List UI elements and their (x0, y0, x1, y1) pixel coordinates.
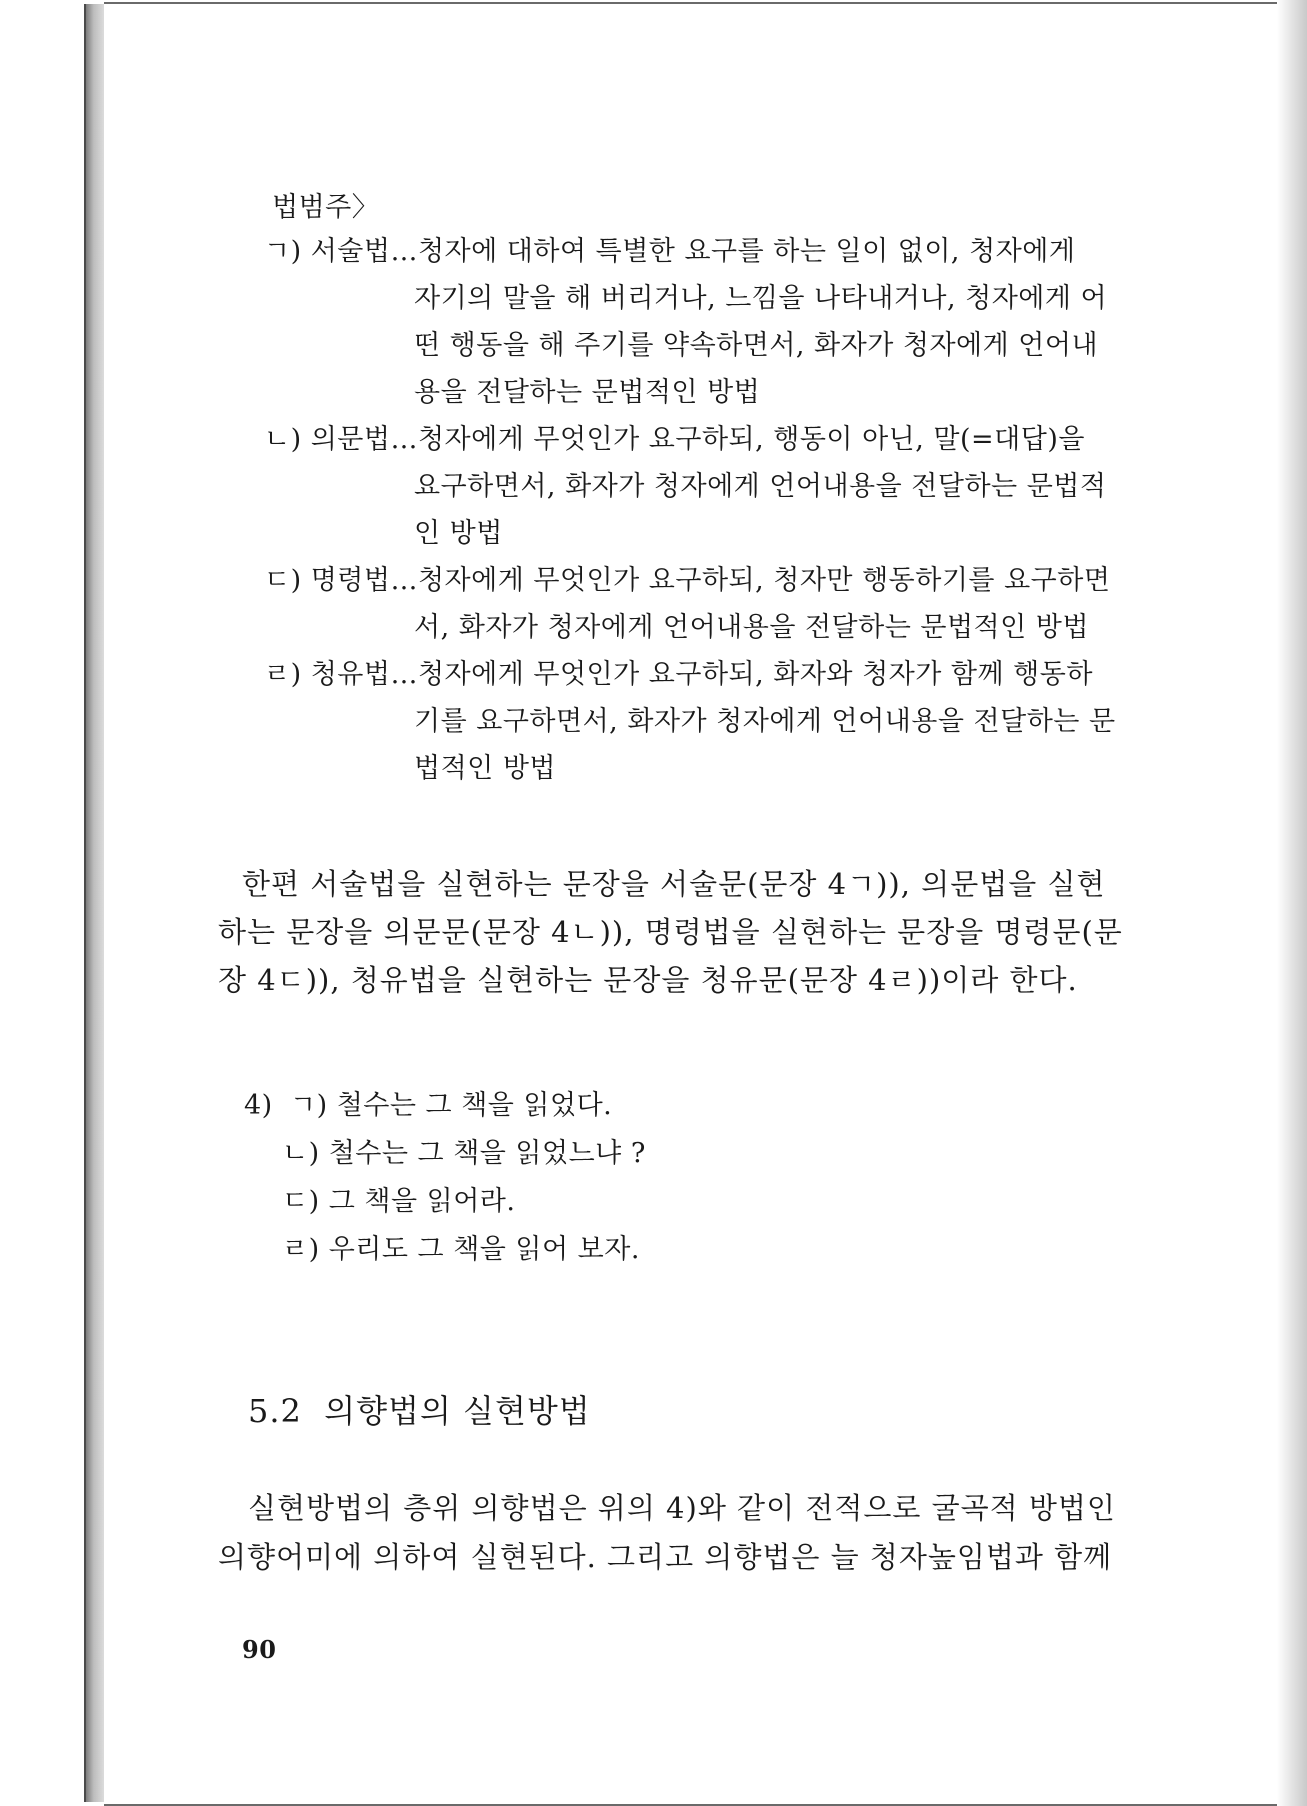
definition-line: 떤 행동을 해 주기를 약속하면서, 화자가 청자에게 언어내 (414, 330, 1099, 361)
definition-label-imperative: ㄷ) 명령법…청자에게 무엇인가 요구하되, 청자만 행동하기를 요구하면 (264, 565, 1111, 596)
example-item: ㄴ) 철수는 그 책을 읽었느냐 ? (282, 1138, 646, 1169)
paragraph-line: 의향어미에 의하여 실현된다. 그리고 의향법은 늘 청자높임법과 함께 (218, 1540, 1113, 1574)
definition-line: 법적인 방법 (414, 753, 556, 784)
section-title: 의향법의 실현방법 (324, 1392, 591, 1430)
section-number: 5.2 (248, 1392, 302, 1430)
paragraph-line: 하는 문장을 의문문(문장 4ㄴ)), 명령법을 실현하는 문장을 명령문(문 (218, 915, 1123, 949)
page-number: 90 (242, 1635, 277, 1664)
example-item: ㄹ) 우리도 그 책을 읽어 보자. (282, 1234, 640, 1265)
paragraph-line: 실현방법의 층위 의향법은 위의 4)와 같이 전적으로 굴곡적 방법인 (248, 1491, 1116, 1525)
page-shadow (1277, 0, 1307, 1806)
definition-line: 인 방법 (414, 518, 503, 549)
definition-label-propositive: ㄹ) 청유법…청자에게 무엇인가 요구하되, 화자와 청자가 함께 행동하 (264, 659, 1093, 690)
definition-line: 기를 요구하면서, 화자가 청자에게 언어내용을 전달하는 문 (414, 706, 1116, 737)
paragraph-line: 한편 서술법을 실현하는 문장을 서술문(문장 4ㄱ)), 의문법을 실현 (242, 867, 1106, 901)
example-item: ㄷ) 그 책을 읽어라. (282, 1186, 516, 1217)
example-number: 4) (244, 1090, 273, 1121)
paragraph-line: 장 4ㄷ)), 청유법을 실현하는 문장을 청유문(문장 4ㄹ))이라 한다. (218, 963, 1078, 997)
definition-label-declarative: ㄱ) 서술법…청자에 대하여 특별한 요구를 하는 일이 없이, 청자에게 (264, 236, 1076, 267)
section-heading (248, 1393, 591, 1429)
definition-line: 서, 화자가 청자에게 언어내용을 전달하는 문법적인 방법 (414, 612, 1089, 643)
book-spine (0, 0, 110, 1806)
definition-line: 요구하면서, 화자가 청자에게 언어내용을 전달하는 문법적 (414, 471, 1107, 502)
definition-label-interrogative: ㄴ) 의문법…청자에게 무엇인가 요구하되, 행동이 아닌, 말(=대답)을 (264, 424, 1085, 455)
definition-heading: 법범주〉 (272, 192, 380, 223)
definition-line: 용을 전달하는 문법적인 방법 (414, 377, 761, 408)
example-item: ㄱ) 철수는 그 책을 읽었다. (290, 1090, 613, 1121)
page-sheet (104, 2, 1280, 1806)
definition-line: 자기의 말을 해 버리거나, 느낌을 나타내거나, 청자에게 어 (414, 283, 1108, 314)
